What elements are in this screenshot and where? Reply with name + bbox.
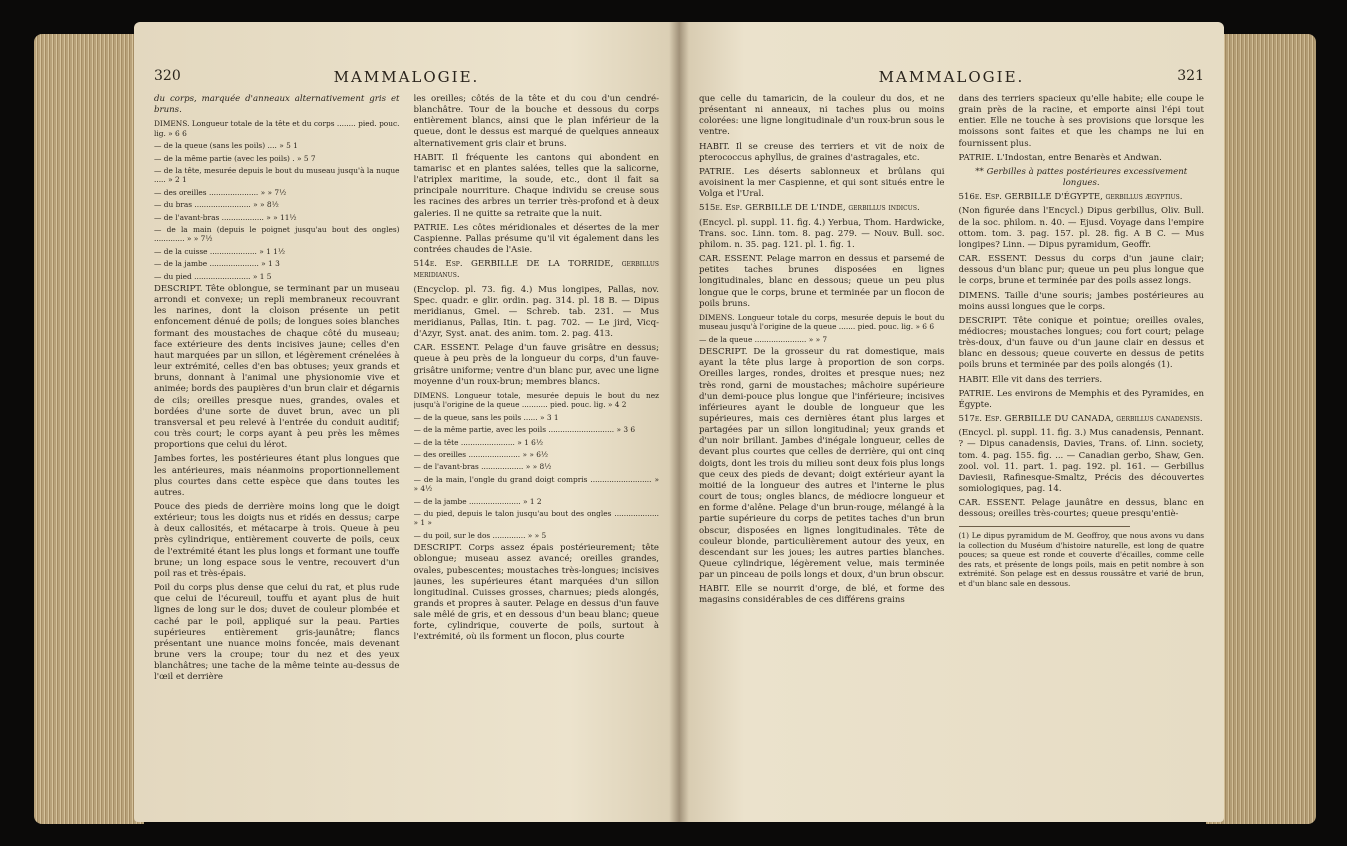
paragraph: HABIT. Il se creuse des terriers et vit de noix de pterococcus aphyllus, de graines d'astragales, etc.: [699, 141, 945, 163]
paragraph: Pouce des pieds de derrière moins long que le doigt extérieur; tous les doigts nus et ridés en dessus; carpe à deux callosités, et métacarpe à trois. Queue à peu près cylindrique, entièrement couverte de poils, ceux de l'extrémité étant les plus longs et formant une touffe brune; un long espace sous le ventre, recouvert d'un poil ras et très-épais.: [154, 501, 400, 579]
dimension-row: — du bras ........................ » » 8½: [154, 200, 279, 210]
dimension-row: — de la même partie (avec les poils) . » 5 7: [154, 153, 316, 163]
dimension-row: — de la même partie, avec les poils ............................ » 3 6: [413, 425, 636, 435]
paragraph: PATRIE. L'Indostan, entre Benarès et Andwan.: [958, 152, 1162, 163]
dimension-row: — du pied, depuis le talon jusqu'au bout des ongles ................... » 1 »: [413, 508, 659, 528]
paragraph: du corps, marquée d'anneaux alternativement gris et bruns.: [154, 94, 400, 116]
paragraph: que celle du tamaricin, de la couleur du dos, et ne présentant ni anneaux, ni taches plus ou moins colorées: une ligne longitudinale d'un roux-brun sous le ventre.: [699, 94, 945, 138]
open-book: [34, 22, 1316, 832]
paragraph: HABIT. Elle se nourrit d'orge, de blé, et forme des magasins considérables de ces différens grains: [699, 584, 945, 606]
dimension-row: — du poil, sur le dos .............. » » 5: [413, 530, 547, 540]
dimension-row: — de la cuisse .................... » 1 1½: [154, 246, 286, 256]
dimension-row: DIMENS. Longueur totale du corps, mesurée depuis le bout du museau jusqu'à l'origine de la queue ....... pied. pouc. lig. » 6 6: [699, 312, 945, 332]
left-head-title: MAMMALOGIE.: [333, 68, 480, 86]
dimension-row: — de la queue, sans les poils ...... » 3 1: [413, 412, 559, 422]
footnote: (1) Le dipus pyramidum de M. Geoffroy, que nous avons vu dans la collection du Muséum d'histoire naturelle, est long de quatre pouces; sa queue est ronde et couverte d'écailles, comme celle des rats, et présente de longs poils, mais en petit nombre à son extrémité. Son pelage est en dessus roussâtre et varié de brun, et d'un blanc sale en dessous.: [958, 531, 1204, 588]
paragraph: HABIT. Il fréquente les cantons qui abondent en tamarisc et en plantes salées, telles que la salicorne, l'atriplex maritime, la soude, etc., dont il fait sa principale nourriture. Chaque individu se creuse sous les racines des arbres un terrier très-profond et à deux galeries. Il ne quitte sa retraite que la nuit.: [413, 152, 659, 219]
left-running-head: [154, 68, 659, 88]
paragraph: CAR. ESSENT. Pelage d'un fauve grisâtre en dessus; queue à peu près de la longueur du corps, d'un fauve-grisâtre uniforme; ventre d'un blanc pur, avec une ligne moyenne d'un roux-brun; membres blancs.: [413, 343, 659, 387]
left-page-number: 320: [154, 68, 181, 84]
species-heading: 517e. Esp. GERBILLE DU CANADA, gerbillus canadensis.: [958, 414, 1203, 425]
left-col-1: [154, 94, 400, 808]
right-col-2: [959, 94, 1205, 808]
dimension-row: — du pied ........................ » 1 5: [154, 271, 272, 281]
paragraph: (Encycl. pl. suppl. 11. fig. 4.) Yerbua, Thom. Hardwicke, Trans. soc. Linn. tom. 8. pag. 279. — Nouv. Bull. soc. philom. n. 35. pag. 121. pl. 1. fig. 1.: [699, 217, 945, 250]
paragraph: DESCRIPT. Tête oblongue, se terminant par un museau arrondi et convexe; un repli membraneux recouvrant les narines, dont la cloison présente un petit enfoncement dénué de poils; de longues soies blanches formant des moustaches de chaque côté du museau; face extérieure des dents incisives jaune; celles d'en haut marquées par un sillon, et légèrement crénelées à leur extrémité, celles d'en bas obtuses; yeux grands et bruns, donnant à l'animal une physionomie vive et animée; bords des paupières d'un brun clair et dégarnis de cils; oreilles presque nues, grandes, ovales et bordées d'une sorte de duvet brun, avec un pli transversal et peu relevé à l'entrée du conduit auditif; cou très court; le corps ayant à peu près les mêmes proportions que celui du lérot.: [154, 284, 400, 451]
dimension-row: — de l'avant-bras .................. » » 11½: [154, 212, 297, 222]
left-columns: [154, 94, 659, 808]
right-running-head: [699, 68, 1204, 88]
paragraph: PATRIE. Les environs de Memphis et des Pyramides, en Égypte.: [958, 388, 1204, 410]
right-col-1: [699, 94, 945, 808]
dimension-row: DIMENS. Longueur totale de la tête et du corps ........ pied. pouc. lig. » 6 6: [154, 119, 400, 138]
paragraph: (Non figurée dans l'Encycl.) Dipus gerbillus, Oliv. Bull. de la soc. philom. n. 40. — Ejusd. Voyage dans l'empire ottom. tom. 3. pag. 157. pl. 28. fig. A B C. — Mus longipes? Linn. — Dipus pyramidum, Geoffr.: [958, 206, 1204, 250]
dimension-row: — de la tête ....................... » 1 6½: [413, 437, 544, 447]
dimension-row: — de la main, l'ongle du grand doigt compris .......................... » » 4½: [413, 474, 659, 494]
book-gutter: [669, 22, 689, 822]
paragraph: dans des terriers spacieux qu'elle habite; elle coupe le grain près de la racine, et emporte ainsi l'épi tout entier. Elle ne touche à ses provisions que lorsque les moissons sont faites et que les champs ne lui en fournissent plus.: [958, 94, 1204, 149]
right-page: [679, 22, 1224, 822]
paragraph: DESCRIPT. Tête conique et pointue; oreilles ovales, médiocres; moustaches longues; cou fort court; pelage très-doux, d'un fauve ou d'un jaune clair en dessus et blanc en dessous; queue couverte en dessus de petits poils bruns et terminée par des poils alongés (1).: [958, 315, 1204, 371]
paragraph: (Encycl. pl. suppl. 11. fig. 3.) Mus canadensis, Pennant. ? — Dipus canadensis, Davies, Trans. of. Linn. society, tom. 4. pag. 155. fig. ... — Canadian gerbo, Shaw, Gen. zool. vol. 11. part. 1. pag. 192. pl. 161. — Gerbillus Daviesii, Rafinesque-Smaltz, Précis des découvertes somiologiques, pag. 14.: [958, 428, 1204, 494]
paragraph: CAR. ESSENT. Pelage marron en dessus et parsemé de petites taches brunes disposées en lignes longitudinales, blanc en dessous; queue un peu plus longue que le corps, brune et terminée par un flocon de poils bruns.: [699, 254, 945, 309]
right-columns: [699, 94, 1204, 808]
right-page-number: 321: [1177, 68, 1204, 84]
paragraph: Jambes fortes, les postérieures étant plus longues que les antérieures, mais néanmoins proportionnellement plus courtes dans cette espèce que dans toutes les autres.: [154, 454, 400, 498]
page-edges-left: [34, 34, 144, 824]
dimension-row: — des oreilles ..................... » » 7½: [154, 187, 287, 197]
dimension-row: — des oreilles ...................... » » 6½: [413, 449, 549, 459]
dimension-row: — de la queue (sans les poils) .... » 5 1: [154, 141, 298, 151]
footnote-rule: [959, 526, 1131, 527]
dimension-row: — de la jambe ...................... » 1 2: [413, 496, 542, 506]
dimension-row: — de la tête, mesurée depuis le bout du museau jusqu'à la nuque ..... » 2 1: [154, 165, 400, 185]
dimension-row: DIMENS. Longueur totale, mesurée depuis le bout du nez jusqu'à l'origine de la queue ........... pied. pouc. lig. » 4 2: [413, 390, 659, 410]
paragraph: CAR. ESSENT. Dessus du corps d'un jaune clair; dessous d'un blanc pur; queue un peu plus longue que le corps, brune et terminée par des poils assez longs.: [958, 254, 1204, 287]
paragraph: PATRIE. Les côtes méridionales et désertes de la mer Caspienne. Pallas présume qu'il vit également dans les contrées chaudes de l'Asie.: [413, 222, 659, 256]
right-head-title: MAMMALOGIE.: [878, 68, 1025, 86]
left-col-2: [414, 94, 660, 808]
species-heading: 516e. Esp. GERBILLE D'ÉGYPTE, gerbillus ægyptius.: [958, 192, 1183, 203]
dimension-row: — de l'avant-bras .................. » » 8½: [413, 462, 552, 472]
species-heading: 514e. Esp. GERBILLE DE LA TORRIDE, gerbillus meridianus.: [413, 259, 659, 281]
species-heading: 515e. Esp. GERBILLE DE L'INDE, gerbillus indicus.: [699, 203, 920, 214]
paragraph: les oreilles; côtés de la tête et du cou d'un cendré-blanchâtre. Tour de la bouche et dessous du corps entièrement blancs, ainsi que le plan inférieur de la queue, dont le dessus est marqué de quelques anneaux alternativement gris clair et bruns.: [413, 94, 659, 149]
paragraph: DESCRIPT. Corps assez épais postérieurement; tête oblongue; museau assez avancé; oreilles grandes, ovales, pubescentes; moustaches très-longues; incisives jaunes, les supérieures étant marquées d'un sillon longitudinal. Cuisses grosses, charnues; pieds alongés, grands et propres à sauter. Pelage en dessus d'un fauve sale mêlé de gris, et en dessous d'un beau blanc; queue forte, cylindrique, couverte de poils, surtout à l'extrémité, où ils forment un flocon, plus courte: [413, 543, 659, 643]
paragraph: (Encyclop. pl. 73. fig. 4.) Mus longipes, Pallas, nov. Spec. quadr. e glir. ordin. pag. 314. pl. 18 B. — Dipus meridianus, Gmel. — Schreb. tab. 231. — Mus meridianus, Pallas, Itin. t. pag. 702. — Le jird, Vicq-d'Azyr, Syst. anat. des anim. tom. 2. pag. 413.: [413, 284, 659, 340]
paragraph: PATRIE. Les déserts sablonneux et brûlans qui avoisinent la mer Caspienne, et qui sont situés entre le Volga et l'Ural.: [699, 166, 945, 200]
paragraph: HABIT. Elle vit dans des terriers.: [958, 374, 1103, 385]
subsection-heading: ** Gerbilles à pattes postérieures excessivement longues.: [975, 166, 1188, 189]
dimension-row: — de la jambe ..................... » 1 3: [154, 259, 280, 269]
dimension-row: — de la main (depuis le poignet jusqu'au bout des ongles) ............. » » 7½: [154, 224, 400, 244]
paragraph: CAR. ESSENT. Pelage jaunâtre en dessus, blanc en dessous; oreilles très-courtes; queue presqu'entiè-: [958, 498, 1204, 520]
paragraph: DESCRIPT. De la grosseur du rat domestique, mais ayant la tête plus large à proportion de son corps. Oreilles larges, rondes, droites et presque nues; nez très rond, garni de moustaches; mâchoire supérieure d'un demi-pouce plus longue que l'inférieure; incisives inférieures ayant le double de longueur que les supérieures, mais ces dernières étant plus larges et partagées par un sillon longitudinal; yeux grands et d'un noir brillant. Jambes d'inégale longueur, celles de devant plus courtes que celles de derrière, qui ont cinq doigts, dont les trois du milieu sont deux fois plus longs que ceux des pieds de devant; doigt extérieur ayant la moitié de la longueur des autres et l'interne le plus court de tous; ongles blancs, de médiocre longueur et en forme d'alêne. Pelage d'un brun-rouge, mélangé à la partie supérieure du corps de petites taches d'un brun obscur, disposées en lignes longitudinales. Tête de couleur blonde, particulièrement autour des yeux, en descendant sur les joues; les autres parties blanches. Queue cylindrique, légèrement velue, mais terminée par un pinceau de poils longs et doux, d'un brun obscur.: [699, 347, 945, 581]
left-page: [134, 22, 679, 822]
paragraph: Poil du corps plus dense que celui du rat, et plus rude que celui de l'écureuil, touffu et ayant plus de huit lignes de long sur le dos; duvet de couleur plombée et caché par le poil, appliqué sur la peau. Parties supérieures entièrement gris-jaunâtre; flancs présentant une nuance moins foncée, mais devenant brune vers la croupe; tour du nez et des yeux blanchâtres; une tache de la même teinte au-dessus de l'œil et derrière: [154, 583, 400, 683]
dimension-row: — de la queue ...................... » » 7: [699, 334, 828, 344]
paragraph: DIMENS. Taille d'une souris; jambes postérieures au moins aussi longues que le corps.: [958, 290, 1204, 312]
